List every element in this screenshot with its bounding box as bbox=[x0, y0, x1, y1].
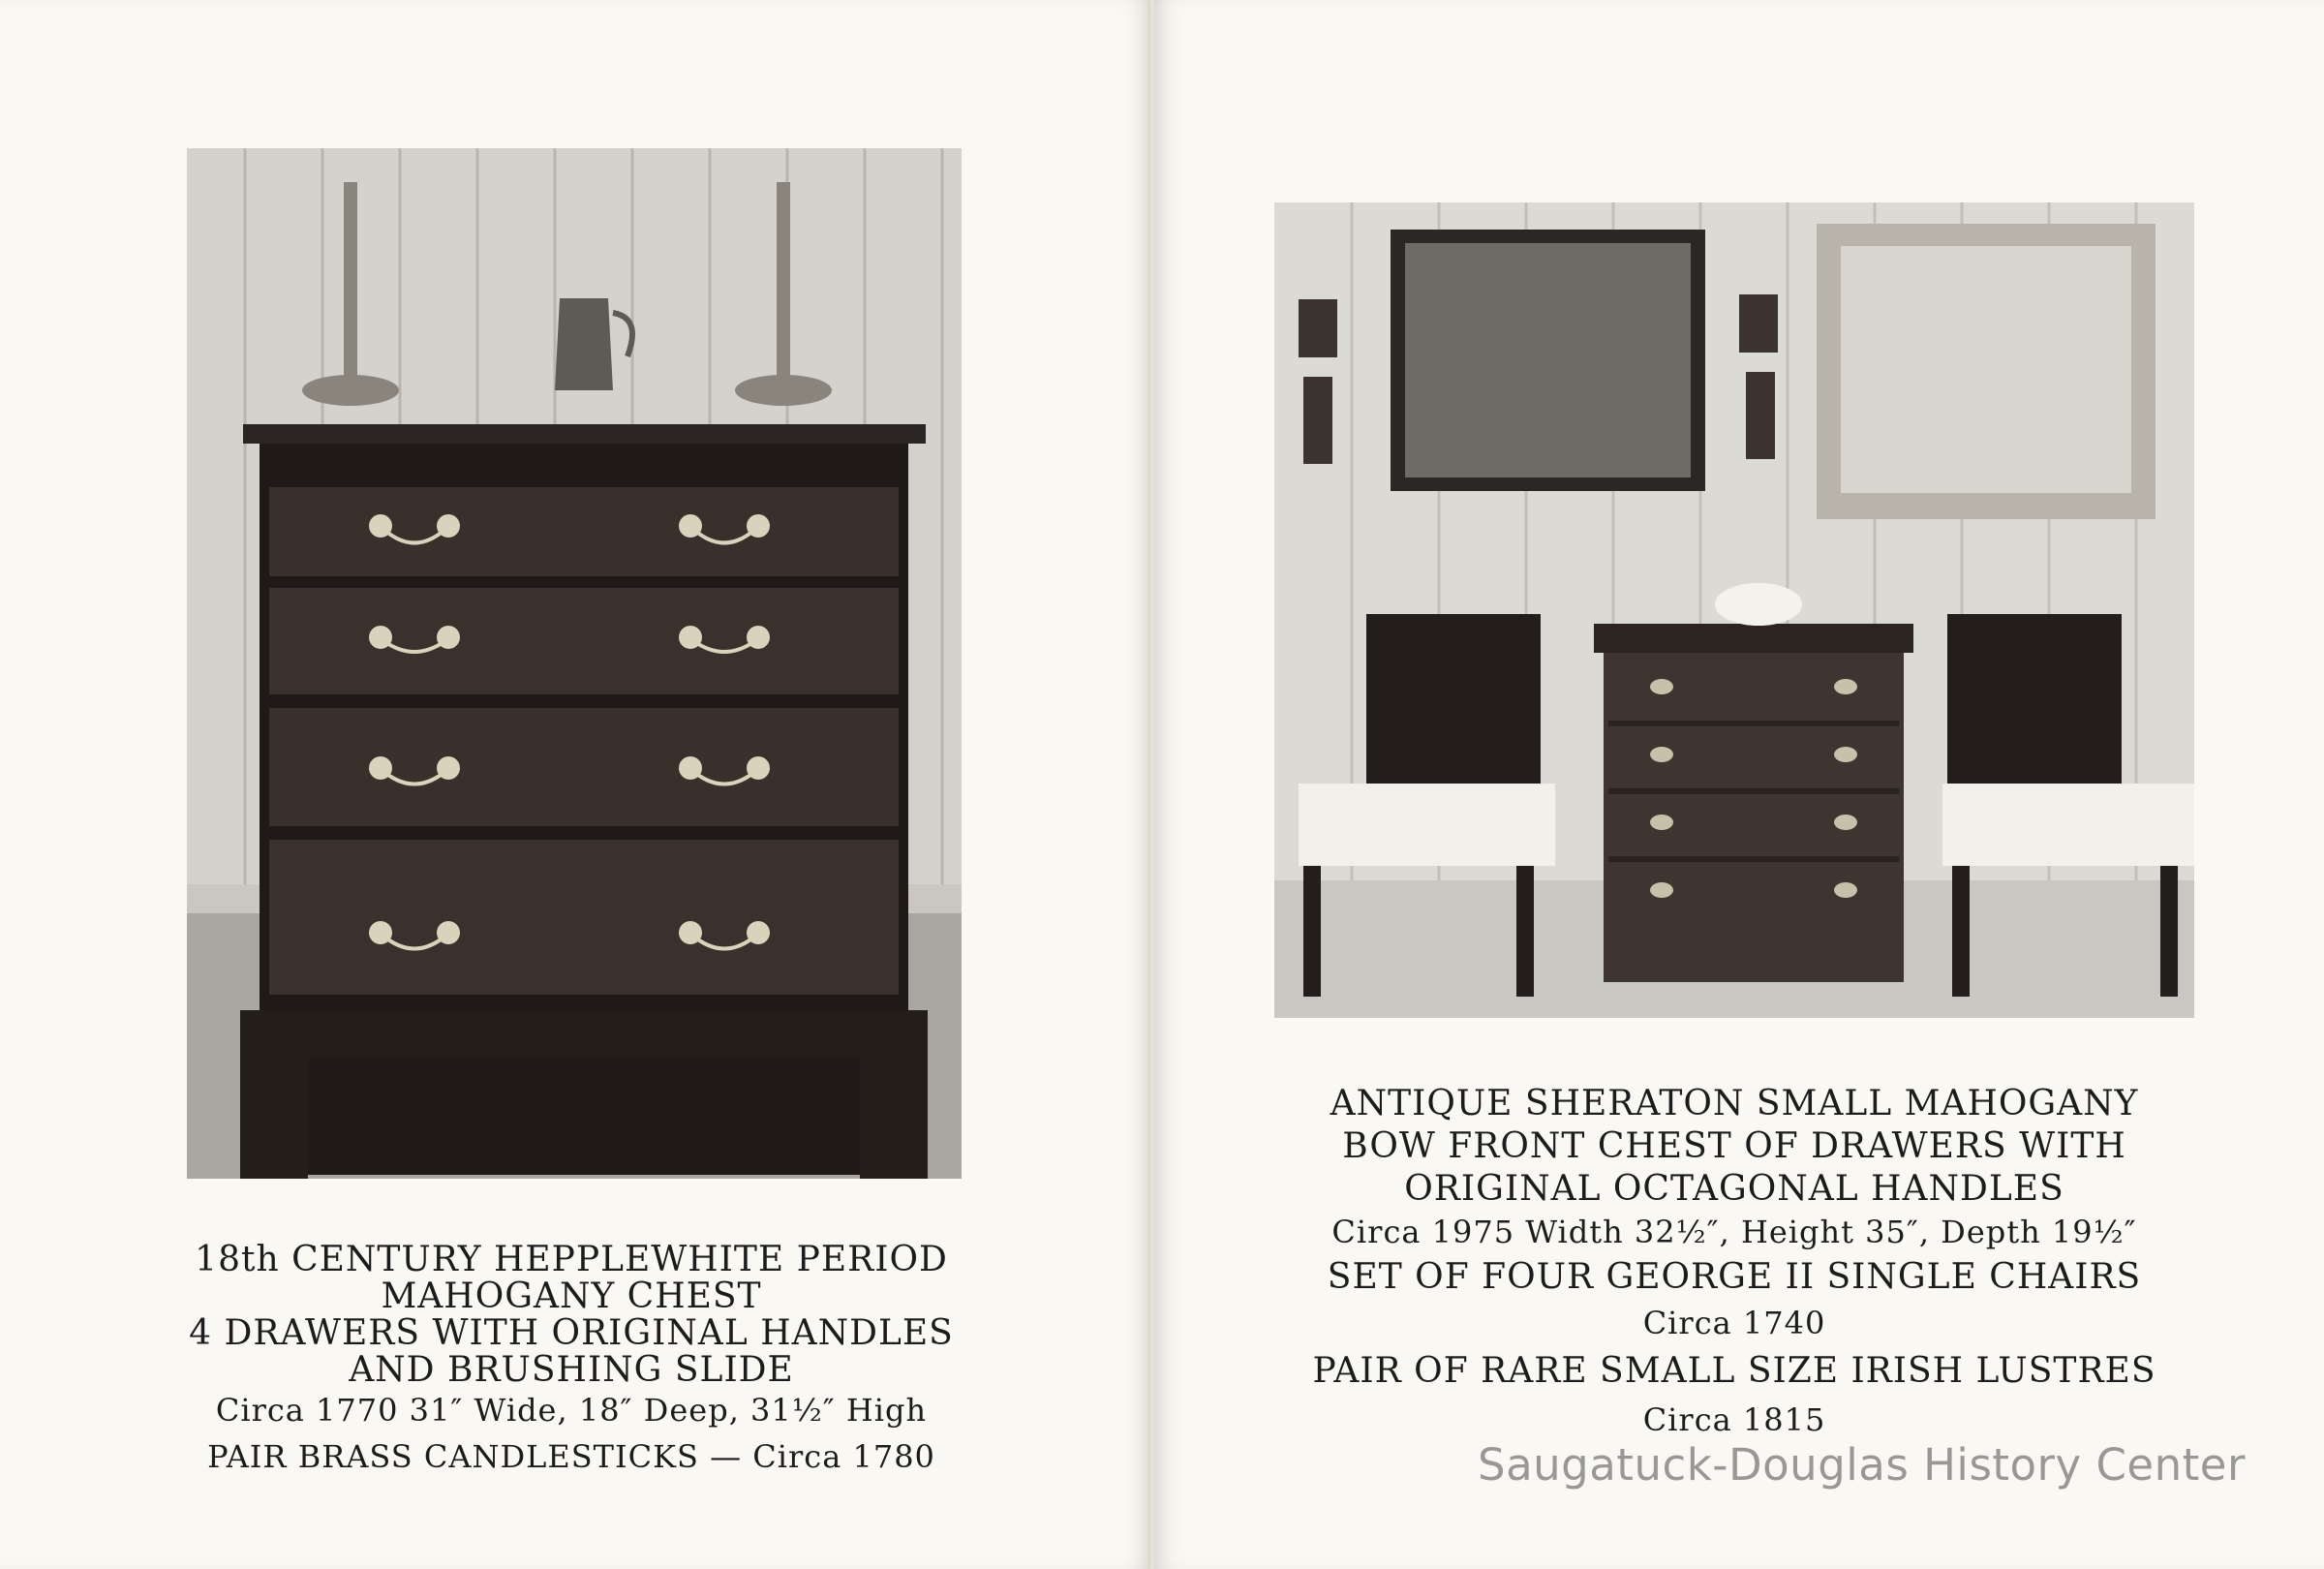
right-caption-line-3: ORIGINAL OCTAGONAL HANDLES bbox=[1404, 1169, 2064, 1209]
right-caption-line-6: Circa 1740 bbox=[1642, 1305, 1826, 1341]
left-caption-line-4: AND BRUSHING SLIDE bbox=[349, 1350, 794, 1390]
right-caption-line-7: PAIR OF RARE SMALL SIZE IRISH LUSTRES bbox=[1312, 1351, 2156, 1391]
left-caption-line-3: 4 DRAWERS WITH ORIGINAL HANDLES bbox=[189, 1313, 954, 1353]
right-page bbox=[1154, 0, 2324, 1569]
sheraton-photo bbox=[1274, 202, 2194, 1018]
right-caption-line-5: SET OF FOUR GEORGE II SINGLE CHAIRS bbox=[1327, 1257, 2142, 1297]
right-caption-line-2: BOW FRONT CHEST OF DRAWERS WITH bbox=[1342, 1126, 2126, 1166]
right-caption-line-1: ANTIQUE SHERATON SMALL MAHOGANY bbox=[1330, 1084, 2139, 1123]
chest-photo bbox=[187, 148, 962, 1179]
left-page bbox=[0, 0, 1150, 1569]
left-caption bbox=[136, 1242, 1007, 1478]
archive-watermark: Saugatuck-Douglas History Center bbox=[1478, 1439, 2246, 1491]
left-caption-line-6: PAIR BRASS CANDLESTICKS — Circa 1780 bbox=[207, 1438, 935, 1475]
left-caption-line-1: 18th CENTURY HEPPLEWHITE PERIOD bbox=[195, 1240, 948, 1279]
chest-photo-image bbox=[187, 148, 962, 1179]
right-caption bbox=[1255, 1083, 2214, 1441]
right-caption-line-8: Circa 1815 bbox=[1642, 1401, 1826, 1438]
right-caption-line-4: Circa 1975 Width 32½″, Height 35″, Depth 19½″ bbox=[1331, 1214, 2137, 1250]
left-caption-line-5: Circa 1770 31″ Wide, 18″ Deep, 31½″ High bbox=[215, 1392, 928, 1429]
left-caption-line-2: MAHOGANY CHEST bbox=[381, 1277, 762, 1316]
sheraton-photo-image bbox=[1274, 202, 2194, 1018]
